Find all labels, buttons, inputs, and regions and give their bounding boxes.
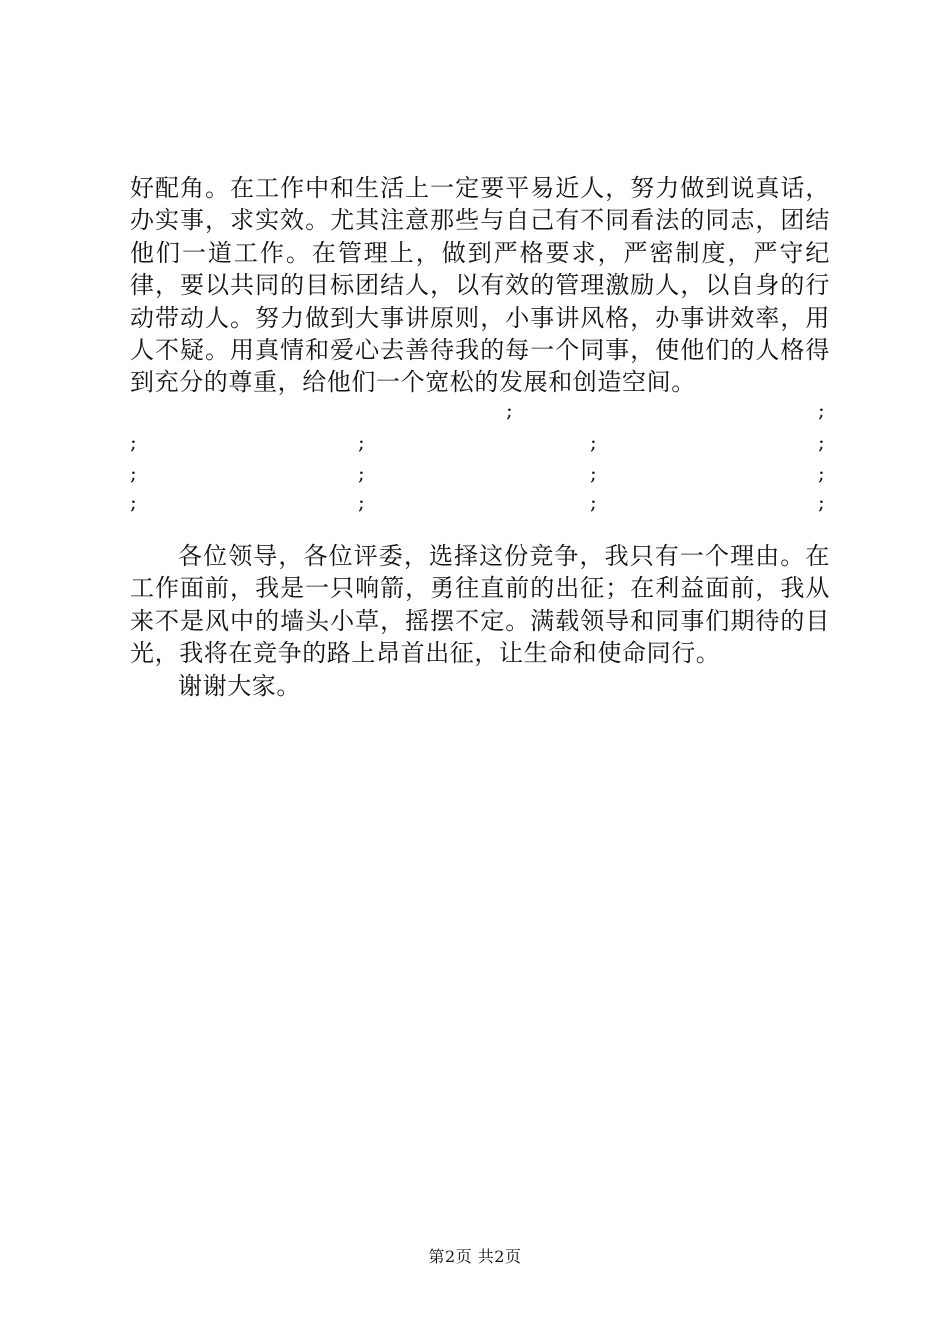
semicolon: ; bbox=[130, 490, 137, 514]
semicolon: ; bbox=[130, 430, 137, 454]
semicolon-row-4 bbox=[130, 490, 830, 520]
semicolon: ; bbox=[818, 430, 825, 454]
semicolon: ; bbox=[818, 461, 825, 485]
semicolon: ; bbox=[358, 490, 365, 514]
paragraph-body-1: 好配角。在工作中和生活上一定要平易近人，努力做到说真话，办实事，求实效。尤其注意那些与自己有不同看法的同志，团结他们一道工作。在管理上，做到严格要求，严密制度，严守纪律，要以共同的目标团结人，以有效的管理激励人，以自身的行动带动人。努力做到大事讲原则，小事讲风格，办事讲效率，用人不疑。用真情和爱心去善待我的每一个同事，使他们的人格得到充分的尊重，给他们一个宽松的发展和创造空间。 bbox=[130, 174, 830, 397]
semicolon-row-2 bbox=[130, 430, 830, 460]
semicolon-row-1 bbox=[130, 398, 830, 428]
paragraph-closing: 谢谢大家。 bbox=[178, 672, 301, 700]
semicolon: ; bbox=[130, 461, 137, 485]
semicolon: ; bbox=[590, 430, 597, 454]
semicolon: ; bbox=[590, 490, 597, 514]
semicolon: ; bbox=[358, 430, 365, 454]
paragraph-body-2: 各位领导，各位评委，选择这份竞争，我只有一个理由。在工作面前，我是一只响箭，勇往直前的出征；在利益面前，我从来不是风中的墙头小草，摇摆不定。满载领导和同事们期待的目光，我将在竞争的路上昂首出征，让生命和使命同行。 bbox=[130, 542, 830, 668]
semicolon: ; bbox=[590, 461, 597, 485]
semicolon: ; bbox=[506, 398, 513, 422]
semicolon: ; bbox=[358, 461, 365, 485]
page-footer: 第2页 共2页 bbox=[428, 1247, 522, 1266]
semicolon: ; bbox=[818, 490, 825, 514]
semicolon: ; bbox=[818, 398, 825, 422]
semicolon-row-3 bbox=[130, 461, 830, 491]
